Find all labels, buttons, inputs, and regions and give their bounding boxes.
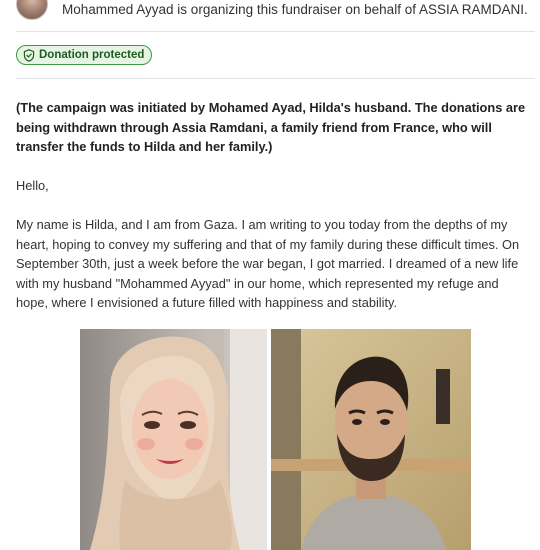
badge-label: Donation protected [39, 49, 145, 61]
story-greeting: Hello, [16, 178, 49, 193]
story-intro: (The campaign was initiated by Mohamed Ayad, Hilda's husband. The donations are being withdrawn through Assia Ramdani, a family friend from France, who will transfer the funds to Hilda and her family.) [16, 100, 526, 154]
story-text [16, 98, 532, 332]
avatar[interactable] [16, 0, 48, 20]
story-body: My name is Hilda, and I am from Gaza. I am writing to you today from the depths of my heart, hoping to convey my suffering and that of my family during these difficult times. On September 30th, just a week before the war began, I got married. I dreamed of a new life with my husband "Mohammed Ayyad" in our home, which represented my refuge and hope, where I envisioned a future filled with happiness and stability. [16, 217, 520, 310]
donation-protected-badge[interactable] [16, 45, 152, 65]
story-photos [80, 329, 471, 550]
divider [16, 31, 535, 32]
shield-check-icon [23, 49, 35, 62]
photo-man[interactable] [271, 329, 471, 550]
photo-woman[interactable] [80, 329, 267, 550]
organizer-row [16, 0, 528, 20]
organizer-text: Mohammed Ayyad is organizing this fundraiser on behalf of ASSIA RAMDANI. [62, 1, 528, 17]
divider [16, 78, 535, 79]
